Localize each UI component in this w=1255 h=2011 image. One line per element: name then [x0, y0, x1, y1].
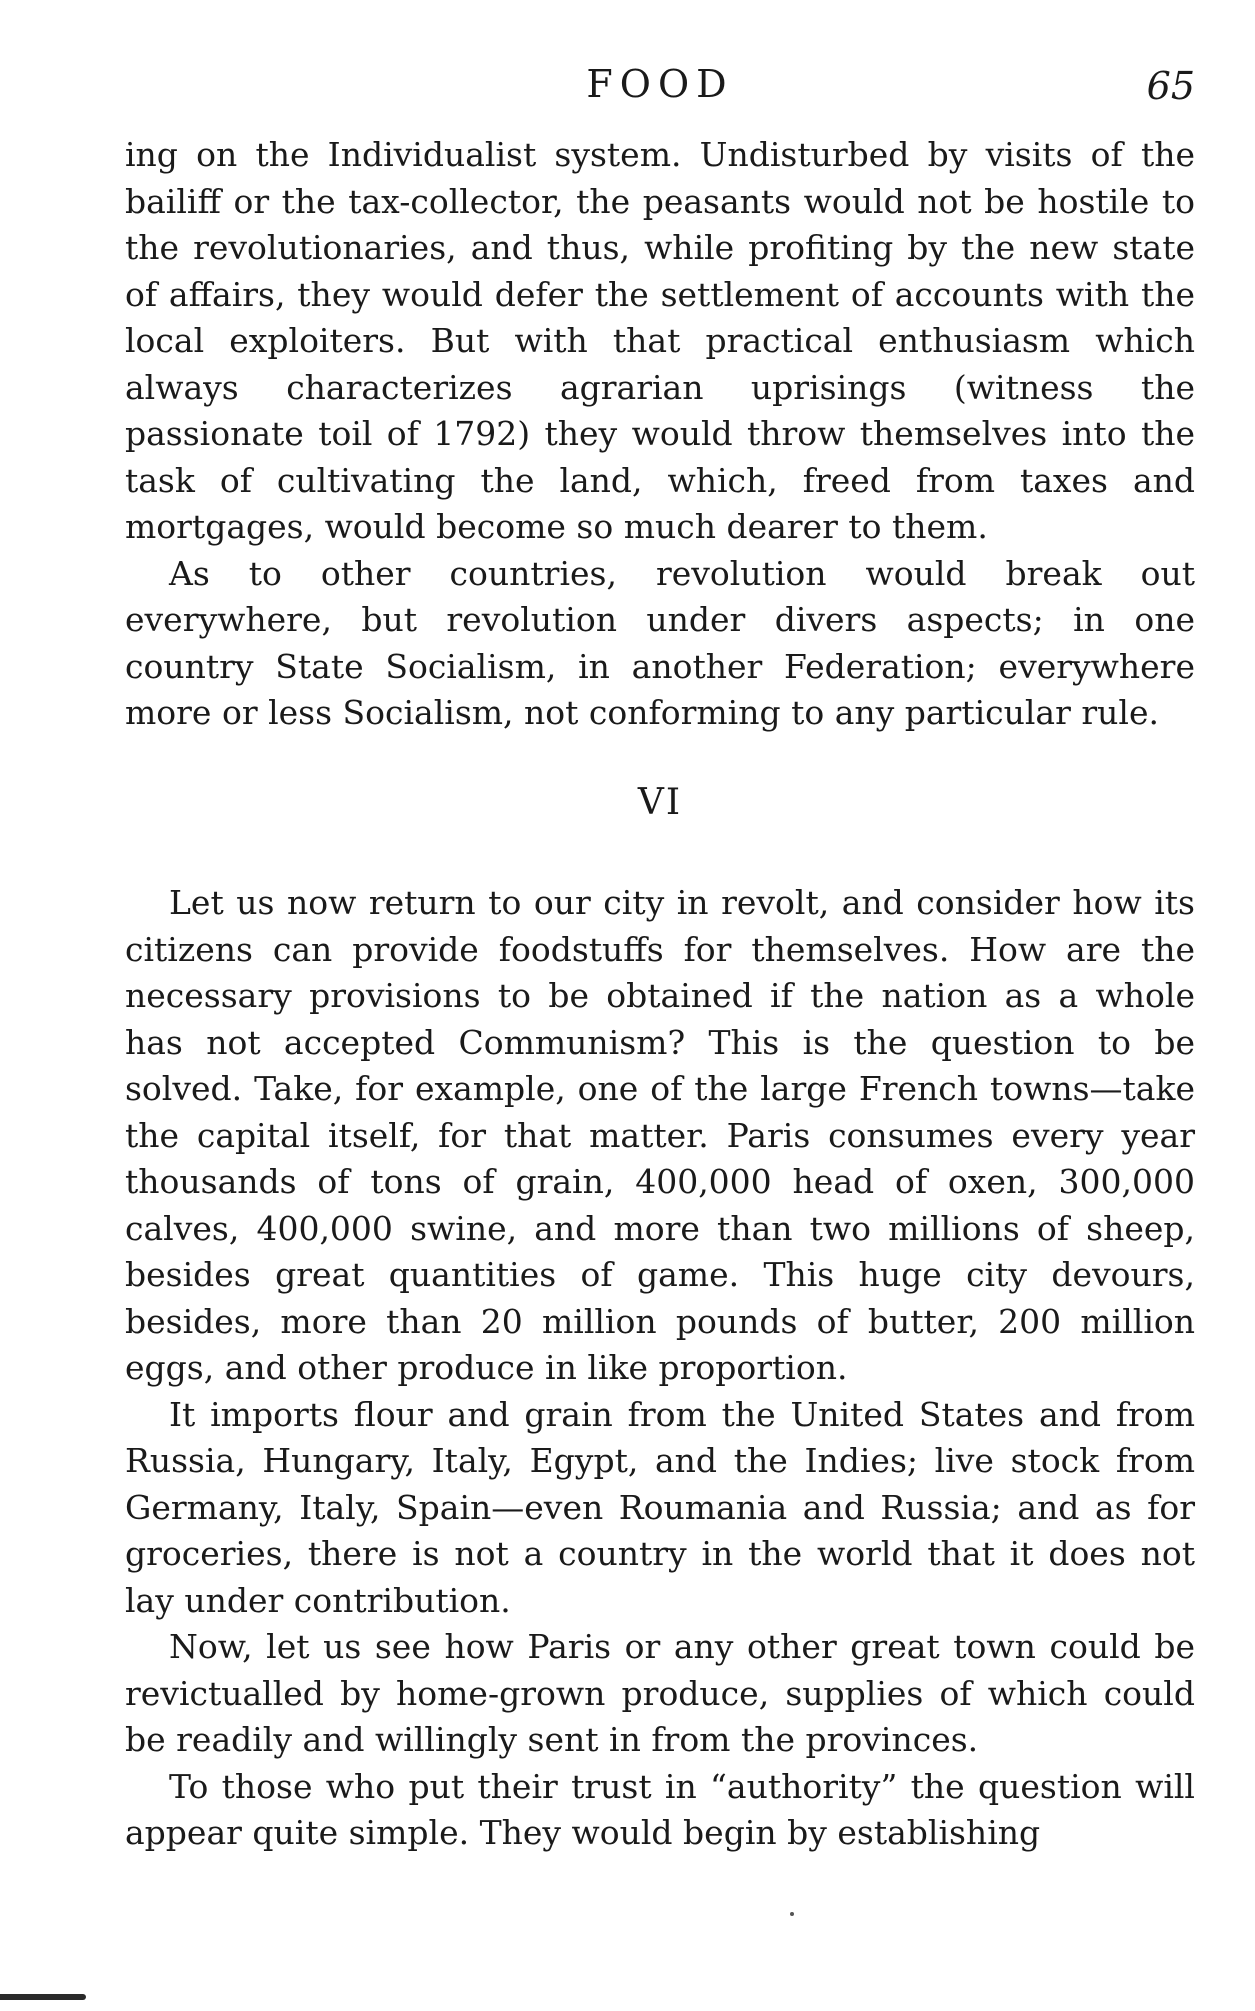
- paragraph: As to other countries, revolution would break out everywhere, but revolution under divers aspects; in one country State Socialism, in another Federation; everywhere more or less Socialism, not conforming to any particular rule.: [125, 553, 1195, 732]
- paragraph: To those who put their trust in “authority” the question will appear quite simple. They would begin by establishing: [125, 1766, 1195, 1852]
- paragraph: It imports flour and grain from the United States and from Russia, Hungary, Italy, Egypt, and the Indies; live stock from Germany, Italy, Spain—even Roumania and Russia; and as for groceries, there is not a country in the world that it does not lay under contribution.: [125, 1394, 1195, 1620]
- running-head: [125, 62, 1195, 112]
- text-block-before-section: [125, 132, 1195, 737]
- text-block-after-section: [125, 880, 1195, 1857]
- paragraph: Now, let us see how Paris or any other great town could be revictualled by home-grown produce, supplies of which could be readily and willingly sent in from the provinces.: [125, 1627, 1195, 1759]
- page-number: 65: [1146, 64, 1195, 108]
- paragraph: ing on the Individualist system. Undisturbed by visits of the bailiff or the tax-collector, the peasants would not be hostile to the revolutionaries, and thus, while profiting by the new state of affairs, they would defer the settlement of accounts with the local exploiters. But with that practical enthusiasm which always characterizes agrarian uprisings (witness the passionate toil of 1792) they would throw themselves into the task of cultivating the land, which, freed from taxes and mortgages, would become so much dearer to them.: [125, 135, 1195, 546]
- scan-edge-mark: [0, 1994, 86, 2000]
- section-heading: VI: [637, 782, 683, 823]
- scan-speck: [790, 1912, 794, 1916]
- paragraph: Let us now return to our city in revolt, and consider how its citizens can provide foodstuffs for themselves. How are the necessary provisions to be obtained if the nation as a whole has not accepted Communism? This is the question to be solved. Take, for example, one of the large French towns—take the capital itself, for that matter. Paris consumes every year thousands of tons of grain, 400,000 head of oxen, 300,000 calves, 400,000 swine, and more than two millions of sheep, besides great quantities of game. This huge city devours, besides, more than 20 million pounds of butter, 200 million eggs, and other produce in like proportion.: [125, 883, 1195, 1387]
- chapter-title: FOOD: [586, 62, 734, 106]
